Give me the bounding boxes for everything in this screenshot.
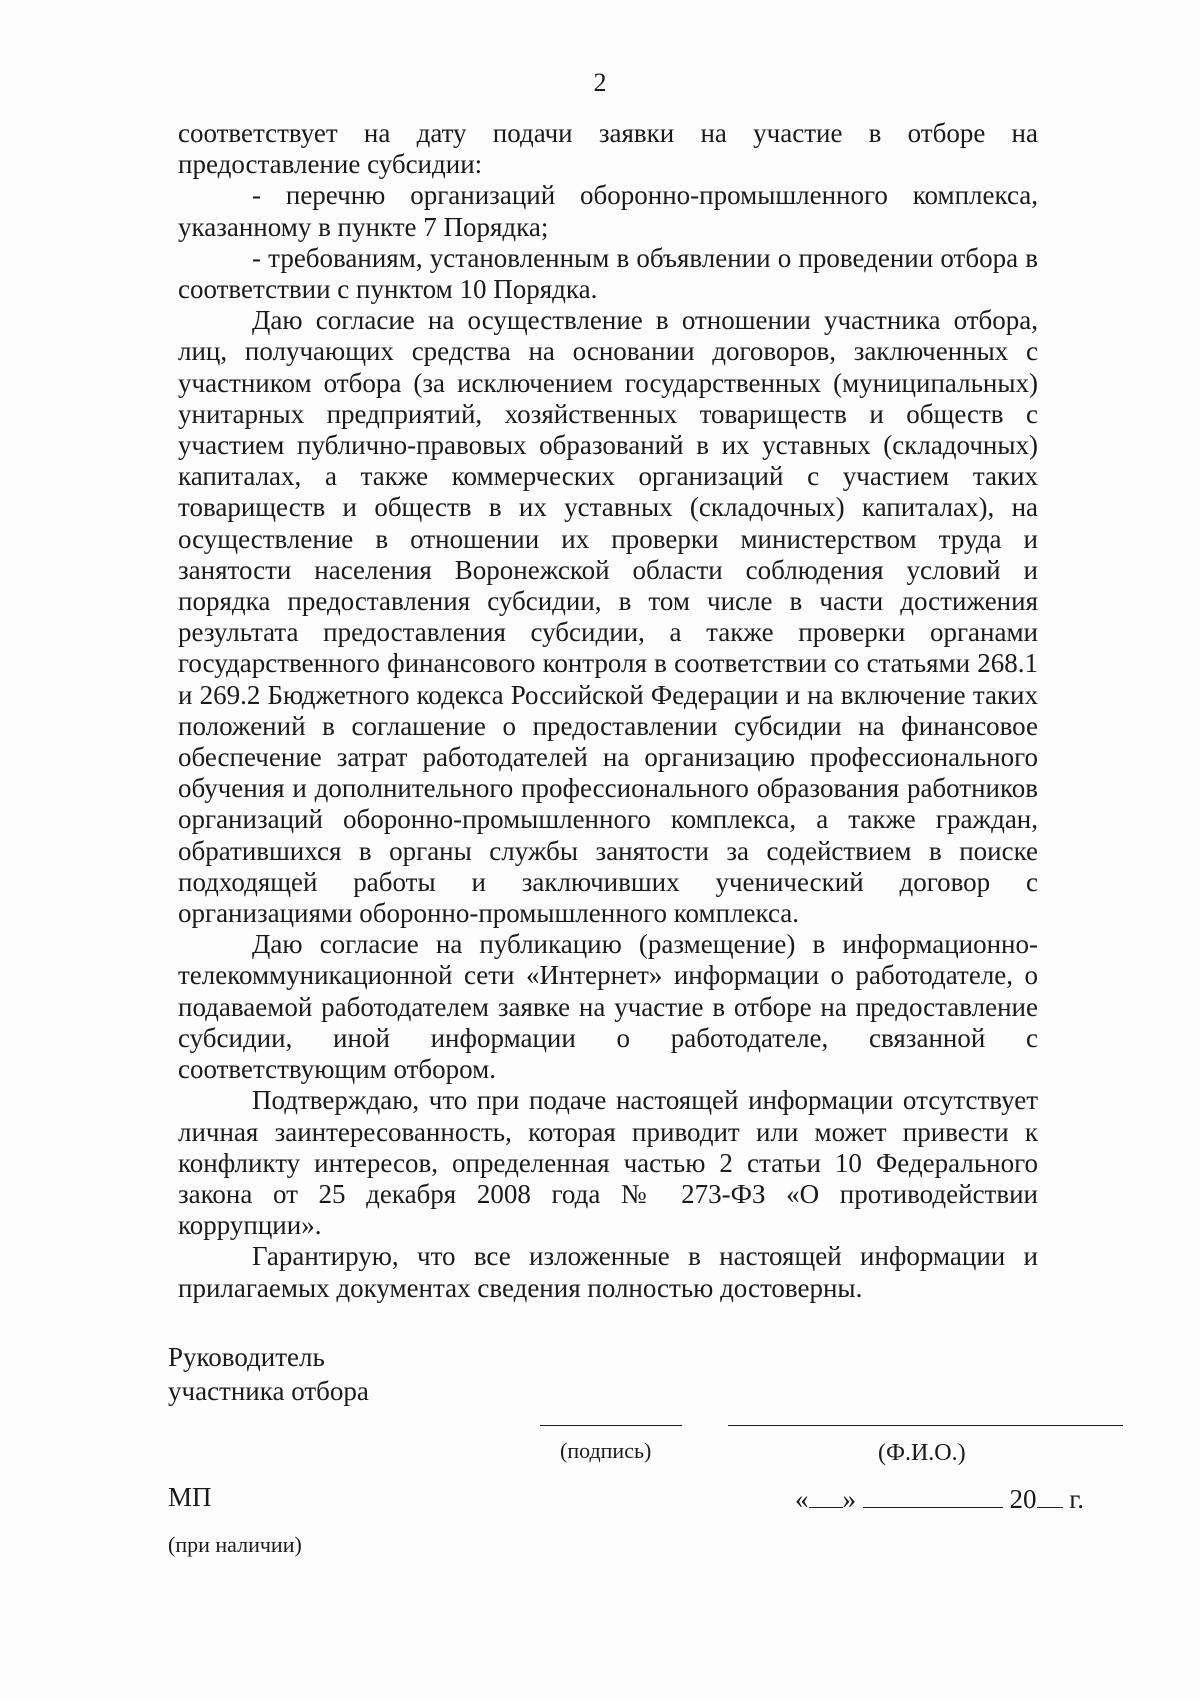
year-prefix: 20 xyxy=(1009,1484,1037,1514)
paragraph-guarantee: Гарантирую, что все изложенные в настоящей информации и прилагаемых документах сведения полностью достоверны. xyxy=(178,1241,1038,1303)
signature-caption: (подпись) xyxy=(560,1438,652,1463)
paragraph-intro: соответствует на дату подачи заявки на участие в отборе на предоставление субсидии: xyxy=(178,118,1038,180)
full-name-line xyxy=(728,1425,1123,1426)
paragraph-list-item-1: - перечню организаций оборонно-промышленного комплекса, указанному в пункте 7 Порядка; xyxy=(178,180,1038,242)
full-name-caption: (Ф.И.О.) xyxy=(878,1440,966,1466)
date-close-quote: » xyxy=(842,1484,856,1514)
date-open-quote: « xyxy=(795,1484,809,1514)
paragraph-no-conflict: Подтверждаю, что при подаче настоящей информации отсутствует личная заинтересованность, которая приводит или может привести к конфликту интересов, определенная частью 2 статьи 10 Федерального закона от 25 декабря 2008 года № 273-ФЗ «О противодействии коррупции». xyxy=(178,1085,1038,1241)
paragraph-consent-inspection: Даю согласие на осуществление в отношении участника отбора, лиц, получающих средства на основании договоров, заключенных с участником отбора (за исключением государственных (муниципальных) унитарных предприятий, хозяйственных товариществ и обществ с участием публично-правовых образований в их уставных (складочных) капиталах, а также коммерческих организаций с участием таких товариществ и обществ в их уставных (складочных) капиталах), на осуществление в отношении их проверки министерством труда и занятости населения Воронежской области соблюдения условий и порядка предоставления субсидии, в том числе в части достижения результата предоставления субсидии, а также проверки органами государственного финансового контроля в соответствии со статьями 268.1 и 269.2 Бюджетного кодекса Российской Федерации и на включение таких положений в соглашение о предоставлении субсидии на финансовое обеспечение затрат работодателей на организацию профессионального обучения и дополнительного профессионального образования работников организаций оборонно-промышленного комплекса, а также граждан, обратившихся в органы службы занятости за содействием в поиске подходящей работы и заключивших ученический договор с организациями оборонно-промышленного комплекса. xyxy=(178,305,1038,929)
day-blank xyxy=(809,1487,843,1508)
paragraph-list-item-2: - требованиям, установленным в объявлении о проведении отбора в соответствии с пунктом 10 Порядка. xyxy=(178,242,1038,305)
stamp-label: МП xyxy=(168,1482,212,1512)
document-body xyxy=(178,118,1038,1304)
stamp-note: (при наличии) xyxy=(168,1532,302,1557)
signatory-role-line-1: Руководитель xyxy=(168,1342,325,1372)
year-blank xyxy=(1037,1487,1063,1508)
page-number: 2 xyxy=(593,68,607,97)
signatory-role xyxy=(168,1340,369,1408)
signature-line xyxy=(540,1425,682,1426)
paragraph-consent-publication: Даю согласие на публикацию (размещение) в информационно-телекоммуникационной сети «Интернет» информации о работодателе, о подаваемой работодателем заявке на участие в отборе на предоставление субсидии, иной информации о работодателе, связанной с соответствующим отбором. xyxy=(178,929,1038,1085)
month-blank xyxy=(863,1487,1003,1508)
date-line xyxy=(795,1484,1084,1515)
year-suffix: г. xyxy=(1069,1484,1085,1514)
signatory-role-line-2: участника отбора xyxy=(168,1376,369,1406)
